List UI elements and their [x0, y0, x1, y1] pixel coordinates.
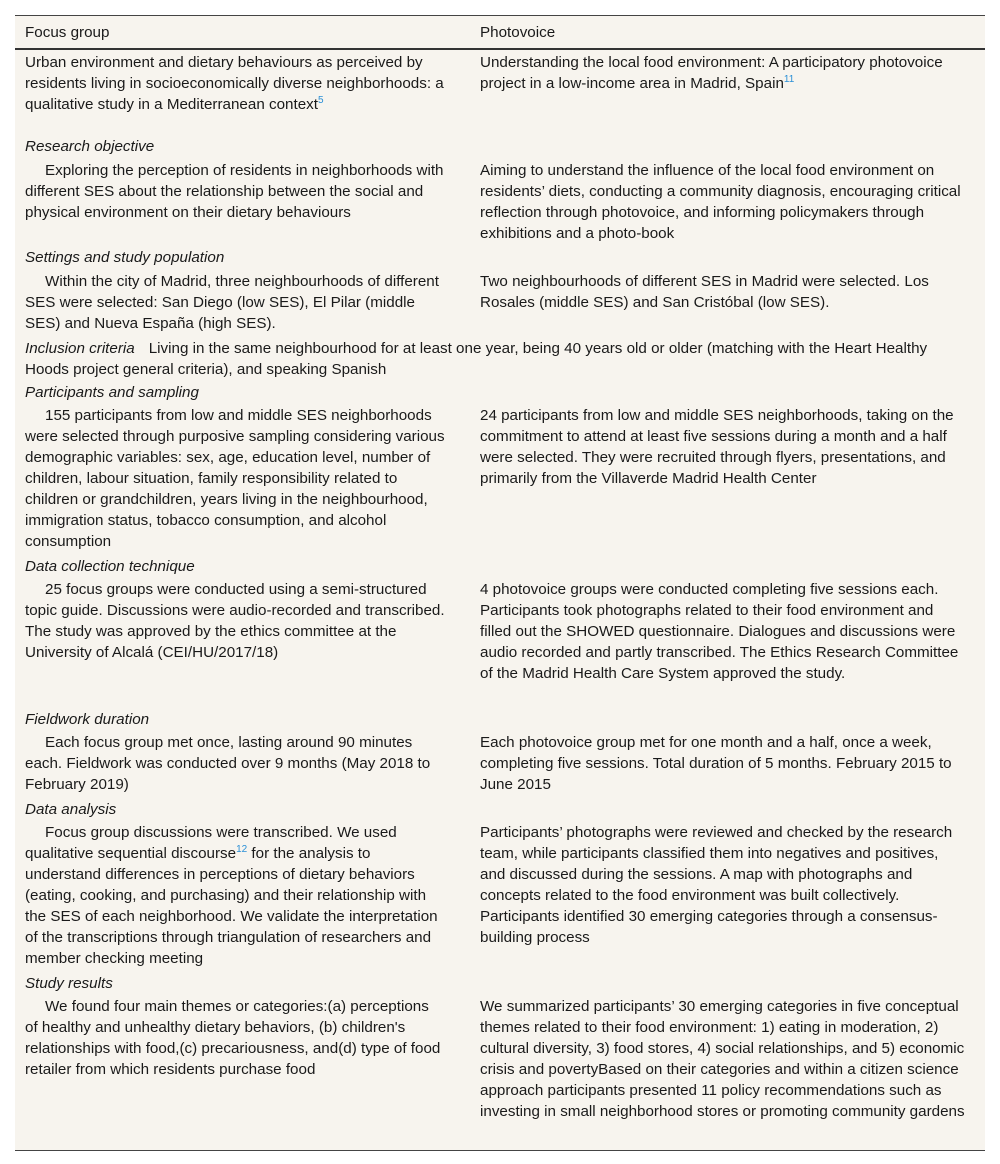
row-inclusion-criteria [25, 338, 975, 380]
section-label-research-objective: Research objective [25, 138, 155, 155]
cell-duration-focus-group [25, 732, 445, 795]
cell-objective-photovoice: Aiming to understand the influence of the local food environment on residents’ diets, conducting a community diagnosis, encouraging critical reflection through photovoice, and informing policymakers through exhibitions and a photo-book [480, 162, 961, 242]
cell-text: We found four main themes or categories:(a) perceptions of healthy and unhealthy dietary behaviors, (b) children's relationships with food,(c) precariousness, and(d) type of food retailer from which residents purchase food [25, 998, 441, 1078]
cell-analysis-focus-group [25, 822, 445, 969]
title-text: Understanding the local food environment: A participatory photovoice project in a low-income area in Madrid, Spain [480, 54, 943, 92]
cell-collection-focus-group [25, 579, 445, 663]
comparison-table [15, 15, 985, 1151]
section-label-inclusion: Inclusion criteria [25, 340, 135, 357]
cell-text: 25 focus groups were conducted using a semi-structured topic guide. Discussions were audio-recorded and transcribed. The study was approved by the ethics committee at the University of Alcalá (CEI/HU/2017/18) [25, 581, 445, 661]
header-photovoice: Photovoice [480, 24, 556, 41]
cell-results-focus-group [25, 996, 445, 1080]
title-text: Urban environment and dietary behaviours as perceived by residents living in socioeconomically diverse neighborhoods: a qualitative study in a Mediterranean context [25, 54, 444, 113]
section-label-fieldwork [25, 709, 975, 730]
cell-inclusion-text: Living in the same neighbourhood for at least one year, being 40 years old or older (matching with the Heart Healthy Hoods project general criteria), and speaking Spanish [25, 340, 928, 378]
table-header-row [15, 16, 985, 50]
cell-settings-photovoice: Two neighbourhoods of different SES in Madrid were selected. Los Rosales (middle SES) and San Cristóbal (low SES). [480, 273, 929, 311]
cell-results-photovoice: We summarized participants’ 30 emerging categories in five conceptual themes related to their food environment: 1) eating in moderation, 2) cultural diversity, 3) food stores, 4) social relationships, and 5) economic crisis and povertyBased on their categories and within a citizen science approach participants presented 11 policy recommendations such as investing in small neighborhood stores or promoting community gardens [480, 998, 965, 1120]
citation-ref[interactable]: 5 [317, 94, 324, 106]
cell-text: Focus group discussions were transcribed. We used qualitative sequential discourse [25, 824, 397, 862]
cell-text: Exploring the perception of residents in neighborhoods with different SES about the relationship between the social and physical environment on their dietary behaviours [25, 162, 444, 221]
cell-participants-focus-group [25, 405, 445, 552]
title-photovoice [480, 52, 965, 94]
cell-participants-photovoice: 24 participants from low and middle SES neighborhoods, taking on the commitment to attend at least five sessions during a month and a half were selected. They were recruited through flyers, presentations, and primarily from the Villaverde Madrid Health Center [480, 407, 954, 487]
cell-objective-focus-group [25, 160, 445, 223]
section-label-text: Fieldwork duration [25, 711, 150, 728]
cell-duration-photovoice: Each photovoice group met for one month and a half, once a week, completing five sessions. Total duration of 5 months. February 2015 to June 2015 [480, 734, 952, 793]
cell-text: Each focus group met once, lasting around 90 minutes each. Fieldwork was conducted over 9 months (May 2018 to February 2019) [25, 734, 431, 793]
section-label-participants: Participants and sampling [25, 384, 199, 401]
title-focus-group [25, 52, 445, 115]
citation-ref[interactable]: 12 [236, 843, 248, 855]
section-label-data-collection: Data collection technique [25, 558, 195, 575]
section-label-settings: Settings and study population [25, 249, 225, 266]
cell-text: 155 participants from low and middle SES neighborhoods were selected through purposive sampling considering various demographic variables: sex, age, education level, number of children, labour situation, family responsibility related to children or grandchildren, years living in the neighbourhood, immigration status, tobacco consumption, and alcohol consumption [25, 407, 445, 550]
citation-ref[interactable]: 11 [783, 73, 795, 85]
cell-text: Within the city of Madrid, three neighbourhoods of different SES were selected: San Diego (low SES), El Pilar (middle SES) and Nueva España (high SES). [25, 273, 439, 332]
section-label-data-analysis: Data analysis [25, 801, 117, 818]
section-label-study-results: Study results [25, 975, 113, 992]
cell-analysis-photovoice: Participants’ photographs were reviewed and checked by the research team, while participants classified them into negatives and positives, and discussed during the sessions. A map with photographs and concepts related to the food environment was built collectively. Participants identified 30 emerging categories through a consensus-building process [480, 824, 953, 946]
header-focus-group: Focus group [25, 24, 110, 41]
cell-collection-photovoice: 4 photovoice groups were conducted completing five sessions each. Participants took photographs related to their food environment and filled out the SHOWED questionnaire. Dialogues and discussions were audio recorded and partly transcribed. The Ethics Research Committee of the Madrid Health Care System approved the study. [480, 581, 959, 682]
cell-text: for the analysis to understand differences in perceptions of dietary behaviors (eating, cooking, and purchasing) and their relationship with the SES of each neighborhood. We validate the interpretation of the transcriptions through triangulation of researchers and member checking meeting [25, 845, 438, 967]
cell-settings-focus-group [25, 271, 445, 334]
